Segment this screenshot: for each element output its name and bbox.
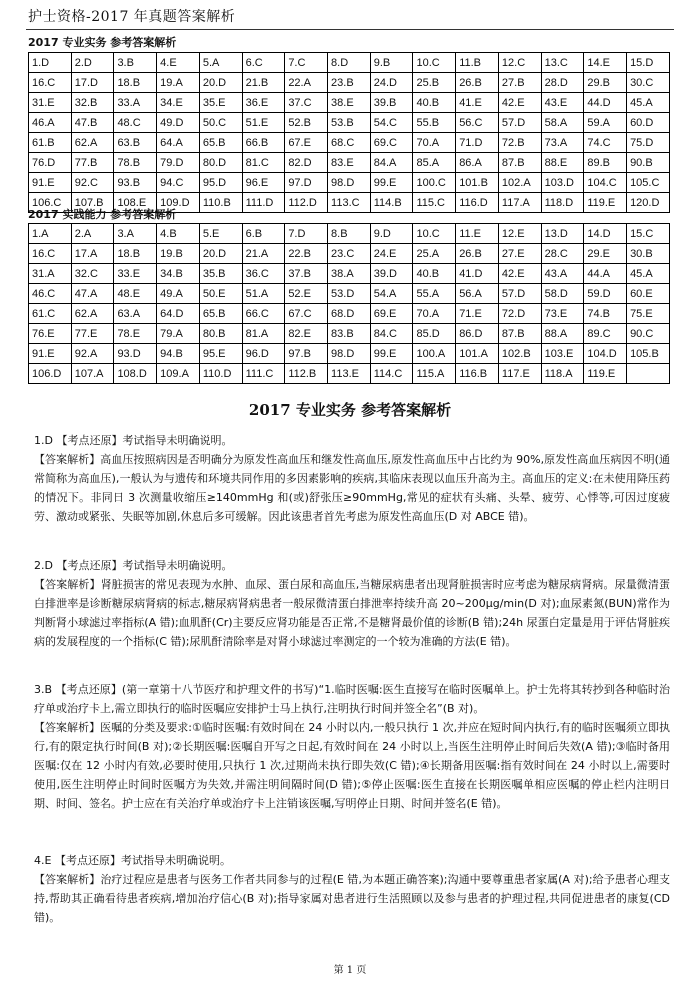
answer-cell: 111.D <box>242 193 285 213</box>
answer-cell: 109.D <box>157 193 200 213</box>
answer-cell: 112.D <box>285 193 328 213</box>
answer-cell: 29.E <box>584 244 627 264</box>
answer-cell: 22.A <box>285 73 328 93</box>
answer-row <box>29 244 670 264</box>
answer-cell: 106.C <box>29 193 72 213</box>
answer-row <box>29 93 670 113</box>
answer-cell: 66.C <box>242 304 285 324</box>
answer-cell: 108.E <box>114 193 157 213</box>
answer-cell: 73.E <box>541 304 584 324</box>
answer-cell: 109.A <box>157 364 200 384</box>
answer-cell: 13.D <box>541 224 584 244</box>
answer-cell: 74.C <box>584 133 627 153</box>
question-1-head: 1.D 【考点还原】考试指导未明确说明。 <box>34 434 233 447</box>
answer-cell: 15.C <box>627 224 670 244</box>
answer-row <box>29 224 670 244</box>
question-2-analysis: 【答案解析】肾脏损害的常见表现为水肿、血尿、蛋白尿和高血压,当糖尿病患者出现肾脏损害时应考虑为糖尿病肾病。尿量微清蛋白排泄率是诊断糖尿病肾病的标志,糖尿病肾病患者一般尿微清蛋白排泄率持续升高 20~200μg/min(D 对);血尿素氮(BUN)常作为判断肾小球滤过率指标(A 错);血肌酐(Cr)主要反应肾功能是否正常,不是糖肾最价值的诊断(B 错);24h 尿蛋白定量是用于评估肾脏疾病的发展程度的一个指标(C 错);尿肌酐清除率是对肾小球滤过率测定的一个较为准确的方法(E 错)。 <box>34 578 670 648</box>
answer-cell: 104.D <box>584 344 627 364</box>
answer-cell: 39.B <box>370 93 413 113</box>
answer-cell: 77.B <box>71 153 114 173</box>
answer-cell: 3.A <box>114 224 157 244</box>
answer-cell: 31.E <box>29 93 72 113</box>
answer-cell: 7.D <box>285 224 328 244</box>
answer-cell: 18.B <box>114 244 157 264</box>
question-2-head: 2.D 【考点还原】考试指导未明确说明。 <box>34 559 233 572</box>
answer-cell: 64.A <box>157 133 200 153</box>
answer-cell: 55.B <box>413 113 456 133</box>
answer-cell: 72.D <box>498 304 541 324</box>
answer-cell: 70.A <box>413 133 456 153</box>
answer-cell: 1.D <box>29 53 72 73</box>
answer-cell: 108.D <box>114 364 157 384</box>
answer-row <box>29 344 670 364</box>
answer-cell: 67.C <box>285 304 328 324</box>
answer-cell: 58.D <box>541 284 584 304</box>
answer-cell: 90.C <box>627 324 670 344</box>
answer-cell: 65.B <box>199 304 242 324</box>
answer-cell: 117.A <box>498 193 541 213</box>
answer-cell: 115.C <box>413 193 456 213</box>
answer-cell: 40.B <box>413 264 456 284</box>
answer-cell: 103.D <box>541 173 584 193</box>
answer-table-professional <box>28 52 670 213</box>
answer-row <box>29 304 670 324</box>
answer-cell: 97.D <box>285 173 328 193</box>
answer-cell: 8.B <box>328 224 371 244</box>
answer-cell: 50.C <box>199 113 242 133</box>
answer-cell: 16.C <box>29 244 72 264</box>
answer-cell: 25.B <box>413 73 456 93</box>
answer-cell: 20.D <box>199 244 242 264</box>
answer-cell: 43.A <box>541 264 584 284</box>
answer-cell: 32.B <box>71 93 114 113</box>
answer-cell: 117.E <box>498 364 541 384</box>
answer-cell: 61.C <box>29 304 72 324</box>
answer-cell: 105.B <box>627 344 670 364</box>
answer-cell: 1.A <box>29 224 72 244</box>
answer-cell: 62.A <box>71 304 114 324</box>
answer-cell: 99.E <box>370 173 413 193</box>
answer-cell: 9.D <box>370 224 413 244</box>
answer-cell: 15.D <box>627 53 670 73</box>
answer-cell: 57.D <box>498 113 541 133</box>
question-3 <box>34 680 670 813</box>
answer-cell: 19.B <box>157 244 200 264</box>
answer-cell: 26.B <box>456 244 499 264</box>
answer-cell: 37.C <box>285 93 328 113</box>
answer-cell: 12.C <box>498 53 541 73</box>
answer-cell: 100.C <box>413 173 456 193</box>
answer-cell: 87.B <box>498 324 541 344</box>
answer-cell: 79.A <box>157 324 200 344</box>
answer-cell: 107.A <box>71 364 114 384</box>
answer-cell: 77.E <box>71 324 114 344</box>
answer-cell: 71.E <box>456 304 499 324</box>
answer-cell: 23.B <box>328 73 371 93</box>
answer-cell: 101.A <box>456 344 499 364</box>
answer-cell: 22.B <box>285 244 328 264</box>
answer-cell: 44.A <box>584 264 627 284</box>
answer-cell: 4.B <box>157 224 200 244</box>
answer-cell: 88.E <box>541 153 584 173</box>
answer-cell: 41.D <box>456 264 499 284</box>
answer-cell: 48.E <box>114 284 157 304</box>
question-3-head: 3.B 【考点还原】(第一章第十八节医疗和护理文件的书写)“1.临时医嘱:医生直接写在临时医嘱单上。护士先将其转抄到各种临时治疗单或治疗卡上,需立即执行的临时医嘱应安排护士马上执行,注明执行时间并签全名”(B 对)。 <box>34 683 670 715</box>
answer-row <box>29 73 670 93</box>
answer-cell: 97.B <box>285 344 328 364</box>
answer-cell: 54.C <box>370 113 413 133</box>
answer-cell: 44.D <box>584 93 627 113</box>
answer-cell: 20.D <box>199 73 242 93</box>
question-3-analysis: 【答案解析】医嘱的分类及要求:①临时医嘱:有效时间在 24 小时以内,一般只执行 1 次,并应在短时间内执行,有的临时医嘱须立即执行,有的限定执行时间(B 对);②长期医嘱:医嘱自开写之日起,有效时间在 24 小时以上,当医生注明停止时间后失效(A 错);③临时备用医嘱:仅在 12 小时内有效,必要时使用,只执行 1 次,过期尚未执行即失效(C 错);④长期备用医嘱:指有效时间在 24 小时以上,需要时使用,医生注明停止时间时医嘱方为失效,并需注明间隔时间(D 错);⑤停止医嘱:医生直接在长期医嘱单相应医嘱的停止栏内注明日期、时间、签名。护士应在有关治疗单或治疗卡上注销该医嘱,写明停止日期、时间并签名(E 错)。 <box>34 721 670 810</box>
answer-cell: 114.B <box>370 193 413 213</box>
answer-cell: 75.E <box>627 304 670 324</box>
header-divider <box>26 29 674 30</box>
answer-cell: 93.D <box>114 344 157 364</box>
answer-cell: 70.A <box>413 304 456 324</box>
answer-row <box>29 53 670 73</box>
section1-title: 2017 专业实务 参考答案解析 <box>28 36 177 49</box>
answer-cell: 76.D <box>29 153 72 173</box>
answer-cell: 40.B <box>413 93 456 113</box>
answer-cell: 19.A <box>157 73 200 93</box>
answer-cell: 101.B <box>456 173 499 193</box>
answer-cell: 80.B <box>199 324 242 344</box>
answer-cell: 54.A <box>370 284 413 304</box>
answer-cell: 11.B <box>456 53 499 73</box>
answer-cell: 118.D <box>541 193 584 213</box>
answer-cell: 34.E <box>157 93 200 113</box>
answer-cell: 38.E <box>328 93 371 113</box>
answer-cell: 36.C <box>242 264 285 284</box>
answer-cell: 80.D <box>199 153 242 173</box>
answer-cell: 113.E <box>328 364 371 384</box>
answer-cell: 35.B <box>199 264 242 284</box>
answer-cell: 82.E <box>285 324 328 344</box>
answer-row <box>29 264 670 284</box>
answer-cell: 86.A <box>456 153 499 173</box>
answer-cell: 68.D <box>328 304 371 324</box>
answer-cell: 2.A <box>71 224 114 244</box>
answer-cell: 33.A <box>114 93 157 113</box>
answer-cell: 78.B <box>114 153 157 173</box>
answer-cell: 59.D <box>584 284 627 304</box>
answer-cell: 42.E <box>498 264 541 284</box>
question-4 <box>34 851 670 927</box>
answer-cell: 95.D <box>199 173 242 193</box>
answer-cell: 21.B <box>242 73 285 93</box>
page-number: 第 1 页 <box>333 965 367 976</box>
answer-row <box>29 113 670 133</box>
answer-cell: 93.B <box>114 173 157 193</box>
answer-cell: 78.E <box>114 324 157 344</box>
answer-cell: 68.C <box>328 133 371 153</box>
answer-cell: 81.A <box>242 324 285 344</box>
answer-cell: 39.D <box>370 264 413 284</box>
answer-cell: 59.A <box>584 113 627 133</box>
answer-row <box>29 324 670 344</box>
answer-cell: 31.A <box>29 264 72 284</box>
answer-cell: 119.E <box>584 193 627 213</box>
answer-cell: 69.C <box>370 133 413 153</box>
answer-cell: 46.C <box>29 284 72 304</box>
answer-cell: 41.E <box>456 93 499 113</box>
answer-cell: 79.D <box>157 153 200 173</box>
answer-cell: 46.A <box>29 113 72 133</box>
answer-cell: 85.D <box>413 324 456 344</box>
answer-cell: 104.C <box>584 173 627 193</box>
answer-cell: 13.C <box>541 53 584 73</box>
answer-row <box>29 284 670 304</box>
answer-cell: 55.A <box>413 284 456 304</box>
answer-cell: 83.B <box>328 324 371 344</box>
answer-cell: 16.C <box>29 73 72 93</box>
answer-cell: 63.A <box>114 304 157 324</box>
answer-cell: 36.E <box>242 93 285 113</box>
answer-cell: 33.E <box>114 264 157 284</box>
answer-cell: 114.C <box>370 364 413 384</box>
answer-cell <box>627 364 670 384</box>
answer-cell: 66.B <box>242 133 285 153</box>
answer-cell: 32.C <box>71 264 114 284</box>
answer-cell: 27.B <box>498 73 541 93</box>
answer-cell: 76.E <box>29 324 72 344</box>
answer-cell: 71.D <box>456 133 499 153</box>
answer-cell: 110.D <box>199 364 242 384</box>
answer-cell: 26.B <box>456 73 499 93</box>
answer-cell: 58.A <box>541 113 584 133</box>
answer-cell: 75.D <box>627 133 670 153</box>
answer-cell: 21.A <box>242 244 285 264</box>
answer-cell: 4.E <box>157 53 200 73</box>
answer-cell: 73.A <box>541 133 584 153</box>
answer-cell: 8.D <box>328 53 371 73</box>
answer-cell: 14.D <box>584 224 627 244</box>
question-1 <box>34 431 670 526</box>
answer-cell: 92.C <box>71 173 114 193</box>
answer-cell: 94.C <box>157 173 200 193</box>
answer-cell: 23.C <box>328 244 371 264</box>
answer-cell: 110.B <box>199 193 242 213</box>
answer-cell: 28.D <box>541 73 584 93</box>
answer-cell: 85.A <box>413 153 456 173</box>
answer-cell: 49.A <box>157 284 200 304</box>
answer-cell: 98.D <box>328 344 371 364</box>
answer-cell: 86.D <box>456 324 499 344</box>
answer-cell: 12.E <box>498 224 541 244</box>
answer-cell: 105.C <box>627 173 670 193</box>
answer-cell: 120.D <box>627 193 670 213</box>
question-2 <box>34 556 670 651</box>
answer-cell: 116.D <box>456 193 499 213</box>
answer-cell: 56.C <box>456 113 499 133</box>
answer-cell: 91.E <box>29 173 72 193</box>
answer-cell: 49.D <box>157 113 200 133</box>
answer-cell: 84.C <box>370 324 413 344</box>
answer-cell: 53.D <box>328 284 371 304</box>
answer-cell: 35.E <box>199 93 242 113</box>
section2-title: 2017 实践能力 参考答案解析 <box>28 208 177 221</box>
answer-cell: 69.E <box>370 304 413 324</box>
answer-cell: 42.E <box>498 93 541 113</box>
answer-cell: 38.A <box>328 264 371 284</box>
answer-cell: 67.E <box>285 133 328 153</box>
answer-cell: 24.D <box>370 73 413 93</box>
answer-cell: 111.C <box>242 364 285 384</box>
question-4-head: 4.E 【考点还原】考试指导未明确说明。 <box>34 854 231 867</box>
answer-cell: 103.E <box>541 344 584 364</box>
answer-cell: 3.B <box>114 53 157 73</box>
answer-cell: 5.E <box>199 224 242 244</box>
answer-cell: 65.B <box>199 133 242 153</box>
answer-cell: 47.B <box>71 113 114 133</box>
answer-cell: 10.C <box>413 53 456 73</box>
answer-cell: 51.E <box>242 113 285 133</box>
answer-cell: 2.D <box>71 53 114 73</box>
answer-cell: 27.E <box>498 244 541 264</box>
answer-cell: 45.A <box>627 264 670 284</box>
question-1-analysis: 【答案解析】高血压按照病因是否明确分为原发性高血压和继发性高血压,原发性高血压中占比约为 90%,原发性高血压病因不明(通常简称为高血压),一般认为与遗传和环境共同作用的多因素影响的疾病,其临床表现以血压升高为主。高血压的定义:在未使用降压药的情况下。非同日 3 次测量收缩压≥140mmHg 和(或)舒张压≥90mmHg,常见的症状有头痛、头晕、疲劳、心悸等,可因过度疲劳、激动或紧张、失眠等加剧,休息后多可缓解。因此该患者首先考虑为原发性高血压(D 对 ABCE 错)。 <box>34 453 670 523</box>
answer-cell: 37.B <box>285 264 328 284</box>
answer-cell: 50.E <box>199 284 242 304</box>
answer-cell: 60.E <box>627 284 670 304</box>
answer-row <box>29 153 670 173</box>
answer-cell: 82.D <box>285 153 328 173</box>
answer-cell: 17.A <box>71 244 114 264</box>
document-title: 2017 专业实务 参考答案解析 <box>248 401 452 419</box>
answer-cell: 60.D <box>627 113 670 133</box>
answer-cell: 45.A <box>627 93 670 113</box>
answer-cell: 61.B <box>29 133 72 153</box>
answer-cell: 43.E <box>541 93 584 113</box>
answer-cell: 56.A <box>456 284 499 304</box>
answer-cell: 14.E <box>584 53 627 73</box>
answer-row <box>29 364 670 384</box>
answer-cell: 7.C <box>285 53 328 73</box>
answer-cell: 9.B <box>370 53 413 73</box>
answer-cell: 116.B <box>456 364 499 384</box>
answer-cell: 88.A <box>541 324 584 344</box>
question-4-analysis: 【答案解析】治疗过程应是患者与医务工作者共同参与的过程(E 错,为本题正确答案);沟通中要尊重患者家属(A 对);给予患者心理支持,帮助其正确看待患者疾病,增加治疗信心(B 对);指导家属对患者进行生活照顾以及参与患者的护理过程,共同促进患者的康复(CD 错)。 <box>34 873 670 924</box>
answer-cell: 90.B <box>627 153 670 173</box>
answer-cell: 52.E <box>285 284 328 304</box>
answer-cell: 30.C <box>627 73 670 93</box>
answer-cell: 63.B <box>114 133 157 153</box>
answer-cell: 98.D <box>328 173 371 193</box>
answer-cell: 10.C <box>413 224 456 244</box>
answer-row <box>29 173 670 193</box>
answer-cell: 107.B <box>71 193 114 213</box>
answer-cell: 47.A <box>71 284 114 304</box>
answer-cell: 92.A <box>71 344 114 364</box>
answer-cell: 51.A <box>242 284 285 304</box>
answer-cell: 30.B <box>627 244 670 264</box>
answer-row <box>29 133 670 153</box>
answer-cell: 106.D <box>29 364 72 384</box>
answer-cell: 96.D <box>242 344 285 364</box>
answer-cell: 72.B <box>498 133 541 153</box>
answer-cell: 83.E <box>328 153 371 173</box>
answer-cell: 11.E <box>456 224 499 244</box>
answer-cell: 5.A <box>199 53 242 73</box>
answer-cell: 6.C <box>242 53 285 73</box>
answer-cell: 99.E <box>370 344 413 364</box>
answer-cell: 74.B <box>584 304 627 324</box>
answer-cell: 18.B <box>114 73 157 93</box>
answer-cell: 102.B <box>498 344 541 364</box>
answer-cell: 29.B <box>584 73 627 93</box>
answer-cell: 100.A <box>413 344 456 364</box>
page-header-title: 护士资格-2017 年真题答案解析 <box>28 9 236 25</box>
answer-cell: 87.B <box>498 153 541 173</box>
answer-cell: 115.A <box>413 364 456 384</box>
answer-cell: 62.A <box>71 133 114 153</box>
answer-cell: 89.C <box>584 324 627 344</box>
answer-cell: 17.D <box>71 73 114 93</box>
answer-cell: 34.B <box>157 264 200 284</box>
answer-cell: 102.A <box>498 173 541 193</box>
answer-table-practice <box>28 223 670 384</box>
answer-cell: 91.E <box>29 344 72 364</box>
answer-cell: 81.C <box>242 153 285 173</box>
answer-cell: 6.B <box>242 224 285 244</box>
answer-cell: 113.C <box>328 193 371 213</box>
answer-cell: 112.B <box>285 364 328 384</box>
answer-cell: 57.D <box>498 284 541 304</box>
answer-cell: 89.B <box>584 153 627 173</box>
answer-cell: 48.C <box>114 113 157 133</box>
answer-cell: 84.A <box>370 153 413 173</box>
answer-cell: 96.E <box>242 173 285 193</box>
answer-cell: 24.E <box>370 244 413 264</box>
answer-cell: 119.E <box>584 364 627 384</box>
answer-cell: 94.B <box>157 344 200 364</box>
answer-cell: 25.A <box>413 244 456 264</box>
answer-cell: 53.B <box>328 113 371 133</box>
answer-cell: 52.B <box>285 113 328 133</box>
answer-cell: 95.E <box>199 344 242 364</box>
answer-cell: 64.D <box>157 304 200 324</box>
answer-cell: 28.C <box>541 244 584 264</box>
answer-cell: 118.A <box>541 364 584 384</box>
